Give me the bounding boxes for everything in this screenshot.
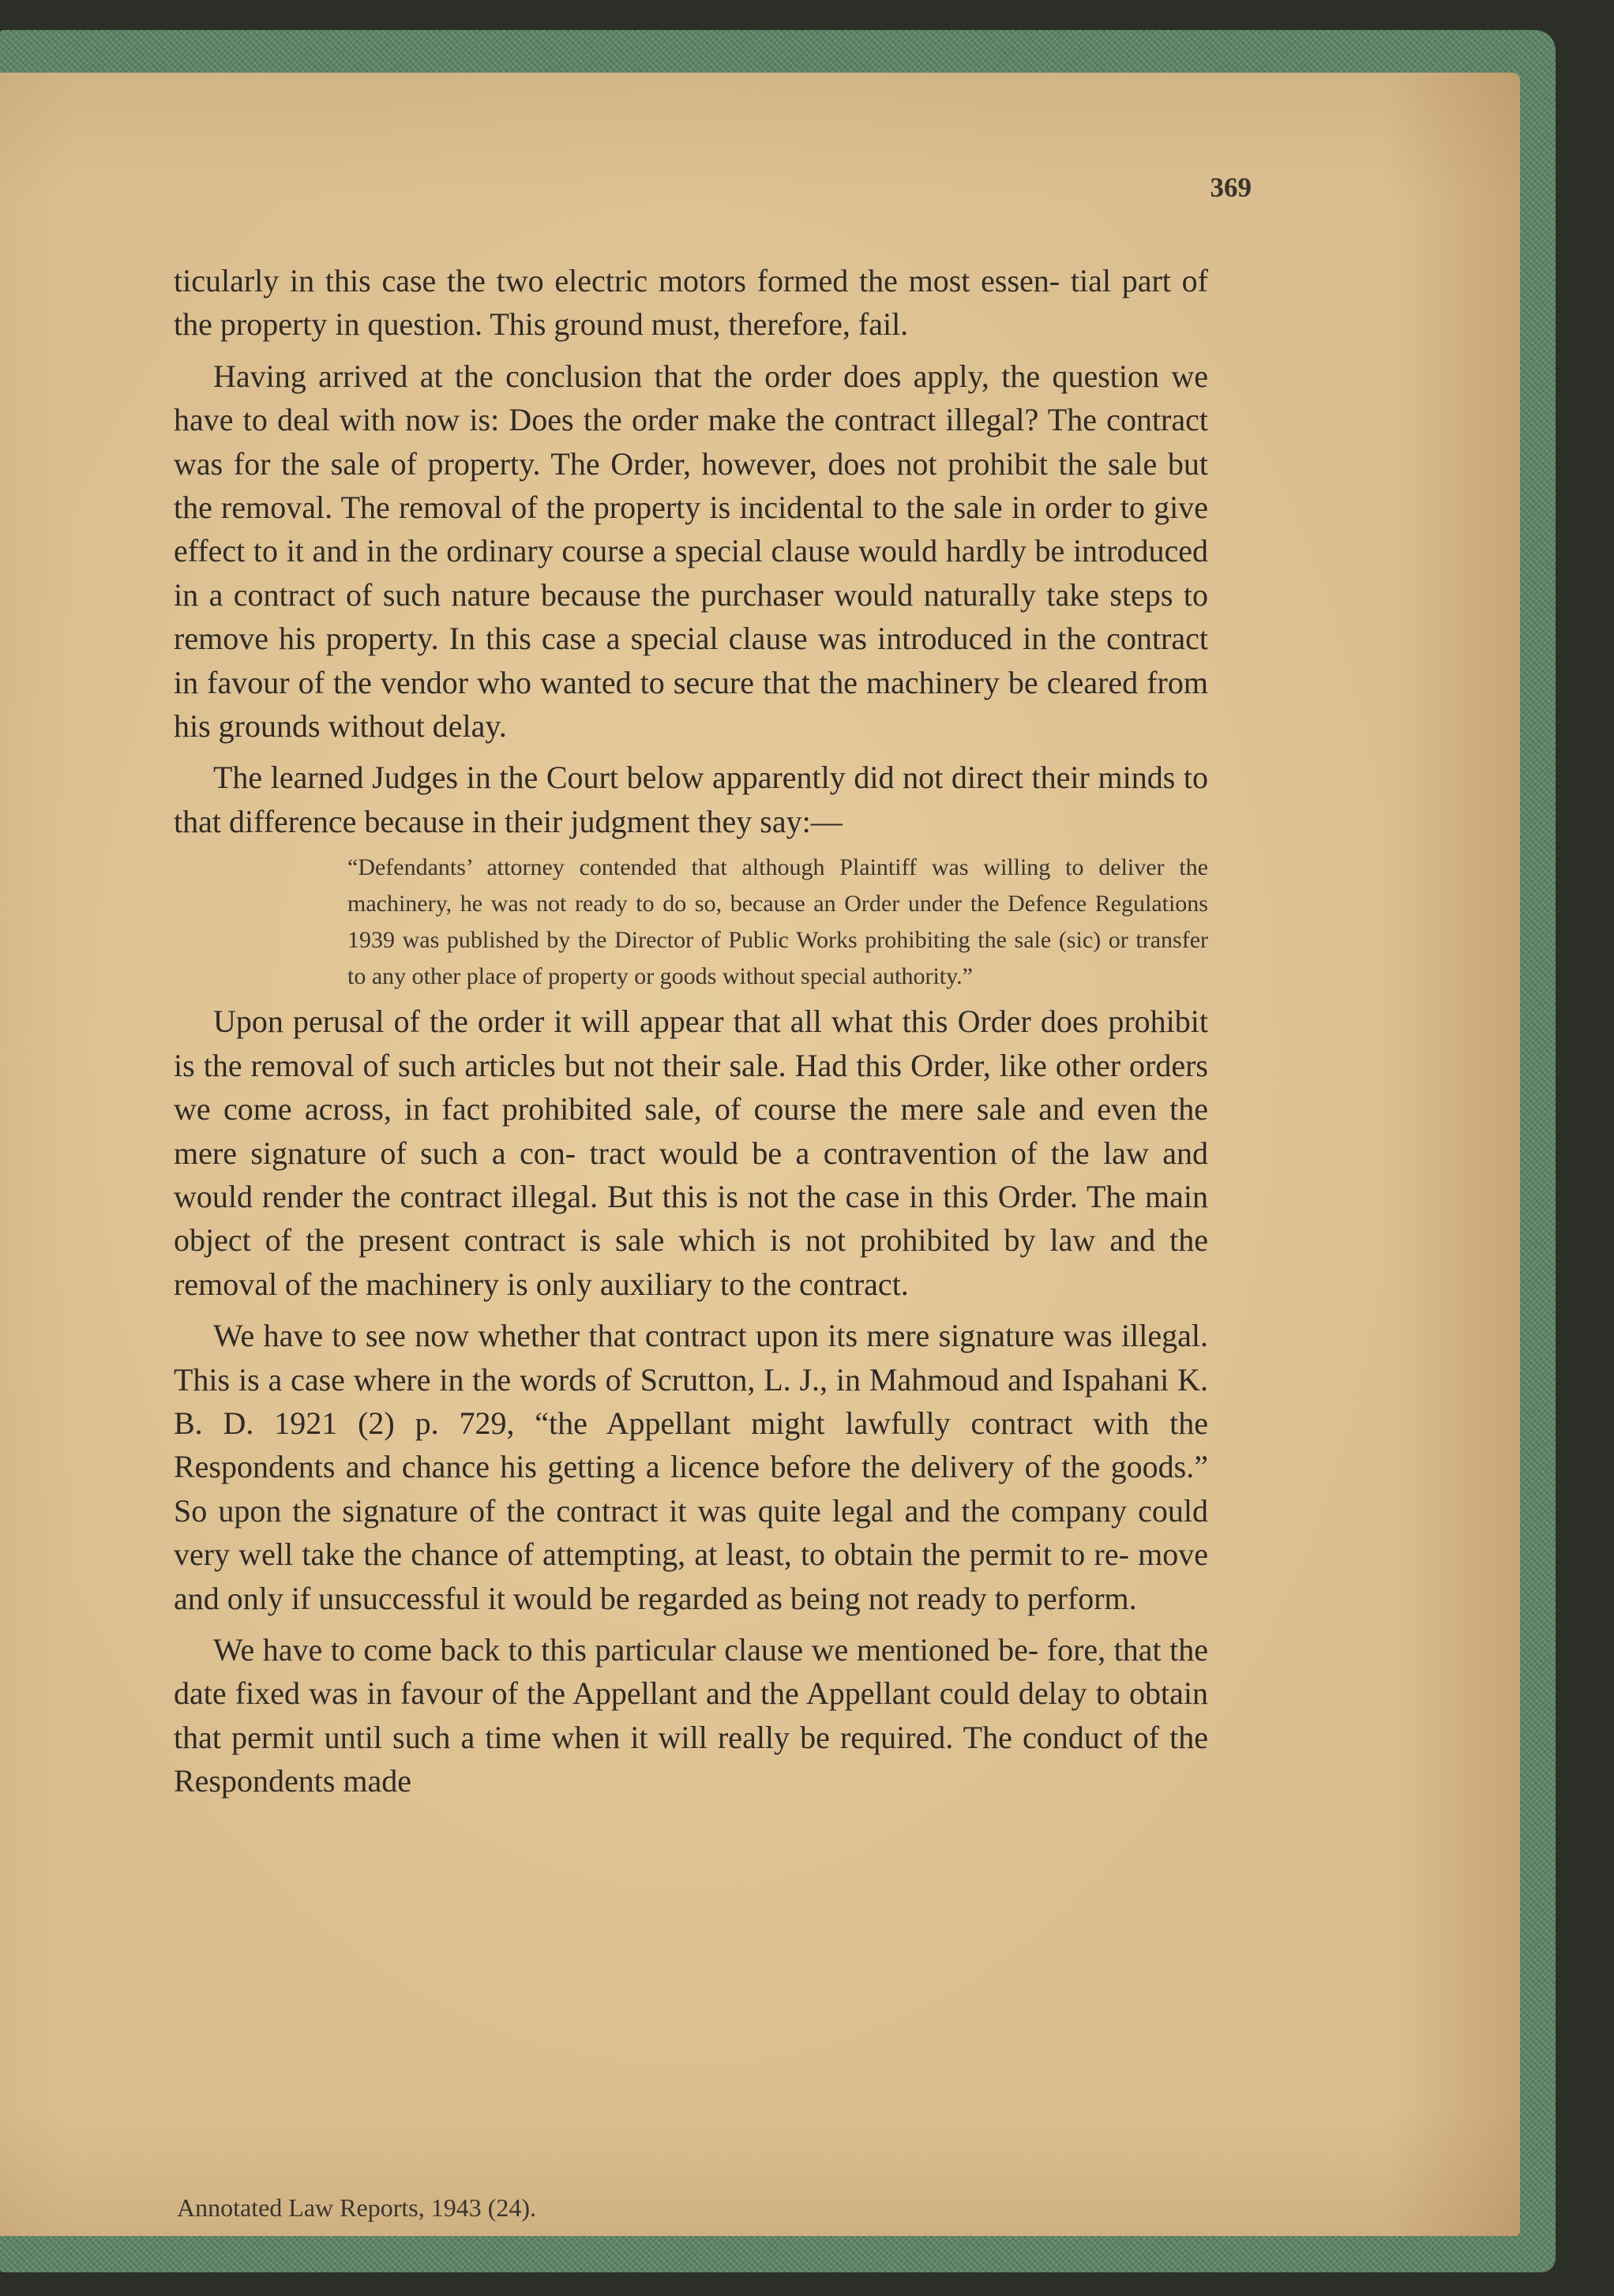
paragraph-3: The learned Judges in the Court below apparently did not direct their minds to that difference because in their judgment they say:— (174, 760, 1208, 839)
paragraph-1: ticularly in this case the two electric motors formed the most essen- tial part of the property in question. This ground must, therefore, fail. (174, 263, 1208, 343)
block-quote: “Defendants’ attorney contended that although Plaintiff was willing to deliver the machinery, he was not ready to do so, because an Order under the Defence Regulations 1939 was published by the Director of Public Works prohibiting the sale (sic) or transfer to any other place of property or goods without special authority.” (347, 854, 1208, 990)
page-number: 369 (1210, 172, 1252, 203)
running-footer: Annotated Law Reports, 1943 (24). (177, 2193, 537, 2222)
paragraph-4: Upon perusal of the order it will appear that all what this Order does prohibit is the removal of such articles but not their sale. Had this Order, like other orders we come across, in fact prohibited sale, of course the mere sale and even the mere signature of such a con- tract would be a contravention of the law and would render the contract illegal. But this is not the case in this Order. The main object of the present contract is sale which is not prohibited by law and the removal of the machinery is only auxiliary to the contract. (174, 1004, 1208, 1302)
book-page (0, 73, 1520, 2236)
paragraph-2: Having arrived at the conclusion that the order does apply, the question we have to deal with now is: Does the order make the contract illegal? The contract was for the sale of property. The Order, however, does not prohibit the sale but the removal. The removal of the property is incidental to the sale in order to give effect to it and in the ordinary course a special clause would hardly be introduced in a contract of such nature because the purchaser would naturally take steps to remove his property. In this case a special clause was introduced in the contract in favour of the vendor who wanted to secure that the machinery be cleared from his grounds without delay. (174, 358, 1208, 745)
page-body (174, 259, 1208, 1803)
paragraph-5: We have to see now whether that contract upon its mere signature was illegal. This is a case where in the words of Scrutton, L. J., in Mahmoud and Ispahani K. B. D. 1921 (2) p. 729, “the Appellant might lawfully contract with the Respondents and chance his getting a licence before the delivery of the goods.” So upon the signature of the contract it was quite legal and the company could very well take the chance of attempting, at least, to obtain the permit to re- move and only if unsuccessful it would be regarded as being not ready to perform. (174, 1318, 1208, 1616)
paragraph-6: We have to come back to this particular clause we mentioned be- fore, that the date fixed was in favour of the Appellant and the Appellant could delay to obtain that permit until such a time when it will really be required. The conduct of the Respondents made (174, 1631, 1208, 1799)
